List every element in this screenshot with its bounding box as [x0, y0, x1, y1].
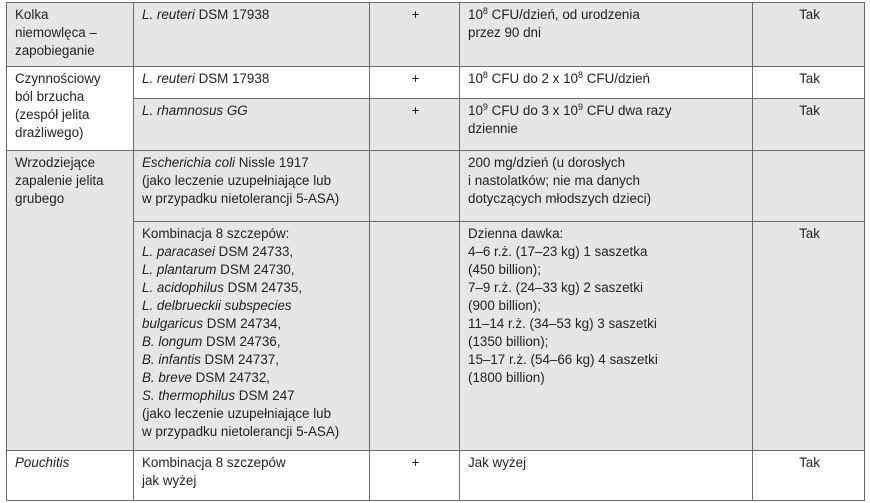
text-run: (1800 billion) [468, 370, 545, 385]
text-line [142, 261, 363, 279]
text-run: 15–17 r.ż. (54–66 kg) 4 saszetki [468, 352, 658, 367]
dose-cell [460, 151, 753, 222]
text-line [15, 124, 127, 142]
text-run: B. longum [142, 334, 203, 349]
superscript-exponent: 8 [482, 70, 488, 80]
text-run: (1350 billion); [468, 334, 549, 349]
recommendation-cell: + [370, 451, 460, 501]
text-run: CFU/dzień [583, 71, 650, 86]
text-run: DSM 247 [235, 388, 295, 403]
table-row [7, 222, 865, 451]
text-line [15, 106, 127, 124]
reimbursement-cell: Tak [753, 3, 865, 67]
superscript-exponent: 9 [482, 102, 488, 112]
text-run: dotyczących młodszych dzieci) [468, 191, 652, 206]
probiotic-cell [134, 67, 370, 99]
text-run: w przypadku nietolerancji 5-ASA) [142, 191, 340, 206]
text-run: DSM 17938 [194, 7, 270, 22]
text-line [468, 190, 746, 208]
text-line [142, 6, 363, 24]
text-line [468, 333, 746, 351]
text-line [468, 243, 746, 261]
probiotic-cell [134, 222, 370, 451]
text-run: ból brzucha [15, 89, 85, 104]
text-run: (jako leczenie uzupełniające lub [142, 406, 332, 421]
text-run: zapobieganie [15, 43, 95, 58]
text-run: L. paracasei [142, 244, 215, 259]
text-run: 10 [468, 71, 483, 86]
text-run: Wrzodziejące [15, 155, 96, 170]
text-run: CFU do 2 x 10 [487, 71, 578, 86]
text-run: (900 billion); [468, 298, 541, 313]
text-run: DSM 24732, [191, 370, 271, 385]
text-line [15, 154, 127, 172]
superscript-exponent: 8 [577, 70, 583, 80]
text-run: Pouchitis [15, 455, 70, 470]
probiotic-cell [134, 451, 370, 501]
reimbursement-cell: Tak [753, 451, 865, 501]
text-run: B. breve [142, 370, 192, 385]
table-row [7, 99, 865, 151]
text-run: Dzienna dawka: [468, 226, 564, 241]
text-line [142, 279, 363, 297]
recommendation-cell [370, 222, 460, 451]
text-line [468, 24, 746, 42]
text-line [142, 351, 363, 369]
text-line [468, 351, 746, 369]
text-line [15, 6, 127, 24]
text-run: L. plantarum [142, 262, 217, 277]
text-line [142, 225, 363, 243]
text-line [15, 190, 127, 208]
dose-cell [460, 99, 753, 151]
probiotic-cell [134, 99, 370, 151]
text-line [142, 190, 363, 208]
dose-cell [460, 67, 753, 99]
text-line [142, 172, 363, 190]
table-row [7, 67, 865, 99]
text-run: DSM 24736, [202, 334, 281, 349]
text-line [468, 315, 746, 333]
text-line [142, 472, 363, 490]
text-run: DSM 24737, [200, 352, 279, 367]
text-run: i nastolatków; nie ma danych [468, 173, 640, 188]
text-run: Kolka [15, 7, 49, 22]
text-line [142, 70, 363, 88]
text-run: 10 [468, 103, 483, 118]
text-line [468, 225, 746, 243]
probiotic-cell [134, 3, 370, 67]
table-row [7, 3, 865, 67]
text-line [15, 88, 127, 106]
text-line [15, 42, 127, 60]
table-row [7, 451, 865, 501]
text-line [468, 297, 746, 315]
condition-cell [7, 151, 134, 451]
dose-cell [460, 451, 753, 501]
text-run: Kombinacja 8 szczepów [142, 455, 286, 470]
text-line [15, 70, 127, 88]
table-row [7, 151, 865, 222]
text-run: grubego [15, 191, 65, 206]
text-run: L. reuteri [142, 71, 195, 86]
text-run: L. delbrueckii subspecies [142, 298, 292, 313]
text-run: drażliwego) [15, 125, 84, 140]
recommendation-cell [370, 151, 460, 222]
text-line [15, 454, 127, 472]
text-run: w przypadku nietolerancji 5-ASA) [142, 424, 340, 439]
text-run: dziennie [468, 121, 518, 136]
text-run: Kombinacja 8 szczepów: [142, 226, 290, 241]
dose-cell [460, 222, 753, 451]
text-line [142, 423, 363, 441]
text-run: niemowlęca – [15, 25, 97, 40]
text-run: Nissle 1917 [235, 155, 309, 170]
text-run: jak wyżej [142, 473, 197, 488]
text-line [468, 6, 746, 24]
text-line [142, 297, 363, 315]
text-run: przez 90 dni [468, 25, 541, 40]
reimbursement-cell: Tak [753, 67, 865, 99]
text-run: L. reuteri [142, 7, 195, 22]
text-run: 11–14 r.ż. (34–53 kg) 3 saszetki [468, 316, 657, 331]
text-run: Czynnościowy [15, 71, 101, 86]
condition-cell [7, 451, 134, 501]
text-run: Jak wyżej [468, 455, 527, 470]
text-run: 7–9 r.ż. (24–33 kg) 2 saszetki [468, 280, 643, 295]
text-run: (zespół jelita [15, 107, 90, 122]
text-line [468, 172, 746, 190]
text-line [468, 454, 746, 472]
text-run: 10 [468, 7, 483, 22]
text-line [468, 102, 746, 120]
text-line [142, 405, 363, 423]
text-run: B. infantis [142, 352, 201, 367]
text-run: DSM 24735, [223, 280, 303, 295]
text-run: bulgaricus [142, 316, 204, 331]
text-line [142, 315, 363, 333]
text-run: DSM 17938 [194, 71, 270, 86]
text-run: DSM 24730, [216, 262, 295, 277]
text-run: DSM 24733, [214, 244, 294, 259]
text-line [468, 120, 746, 138]
text-run: Escherichia coli [142, 155, 236, 170]
text-line [468, 369, 746, 387]
text-line [15, 172, 127, 190]
dose-cell [460, 3, 753, 67]
text-line [142, 333, 363, 351]
text-line [142, 387, 363, 405]
reimbursement-cell: Tak [753, 222, 865, 451]
text-line [142, 102, 363, 120]
text-run: (450 billion); [468, 262, 541, 277]
text-line [142, 369, 363, 387]
text-run: S. thermophilus [142, 388, 236, 403]
text-line [142, 154, 363, 172]
text-run: L. rhamnosus GG [142, 103, 248, 118]
text-run: 200 mg/dzień (u dorosłych [468, 155, 626, 170]
condition-cell [7, 67, 134, 151]
text-run: 4–6 r.ż. (17–23 kg) 1 saszetka [468, 244, 648, 259]
text-line [468, 279, 746, 297]
probiotic-cell [134, 151, 370, 222]
text-line [468, 70, 746, 88]
text-line [468, 261, 746, 279]
probiotics-table [6, 2, 865, 501]
text-run: DSM 24734, [203, 316, 282, 331]
recommendation-cell: + [370, 99, 460, 151]
text-run: CFU/dzień, od urodzenia [487, 7, 640, 22]
text-line [15, 24, 127, 42]
superscript-exponent: 9 [577, 102, 583, 112]
recommendation-cell: + [370, 67, 460, 99]
text-run: CFU do 3 x 10 [487, 103, 578, 118]
recommendation-cell: + [370, 3, 460, 67]
text-run: zapalenie jelita [15, 173, 104, 188]
text-line [142, 243, 363, 261]
text-line [142, 454, 363, 472]
reimbursement-cell: Tak [753, 99, 865, 151]
text-run: CFU dwa razy [583, 103, 672, 118]
condition-cell [7, 3, 134, 67]
text-run: (jako leczenie uzupełniające lub [142, 173, 332, 188]
superscript-exponent: 8 [482, 6, 488, 16]
reimbursement-cell [753, 151, 865, 222]
text-run: L. acidophilus [142, 280, 224, 295]
text-line [468, 154, 746, 172]
